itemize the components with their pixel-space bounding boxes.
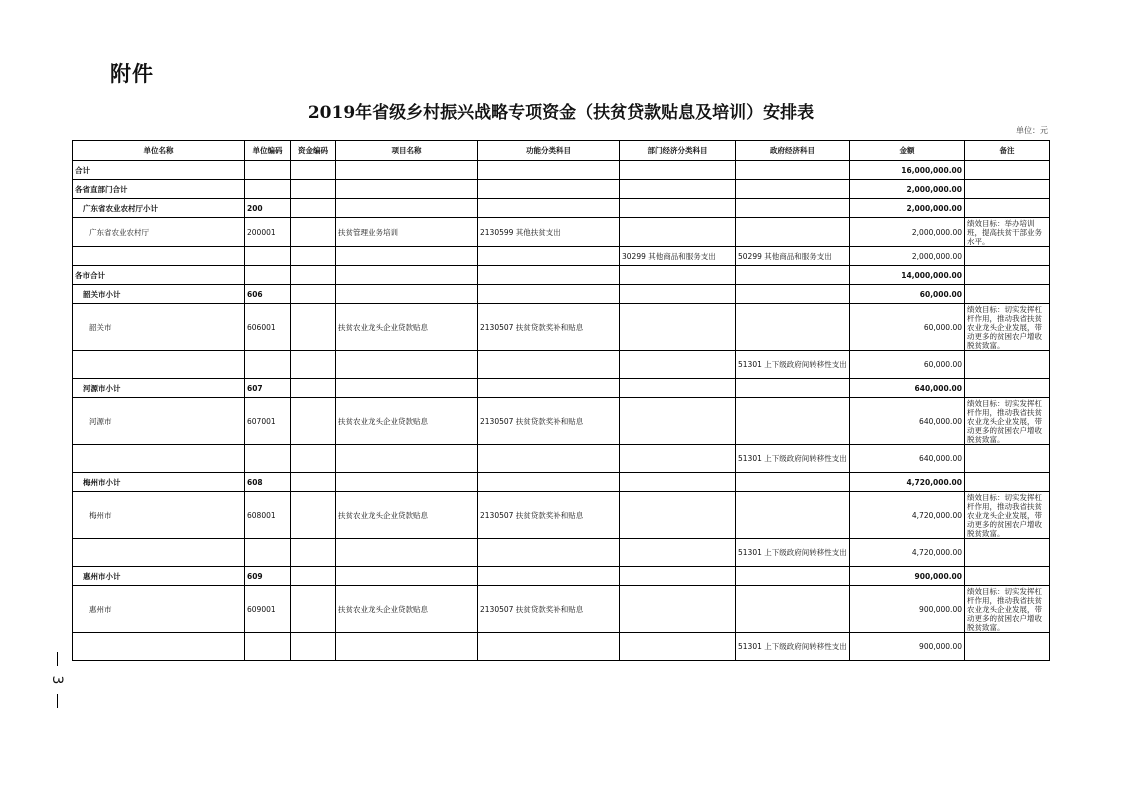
cell-dept bbox=[620, 266, 736, 285]
cell-gov bbox=[736, 199, 850, 218]
cell-gov bbox=[736, 304, 850, 351]
cell-func: 2130507 扶贫贷款奖补和贴息 bbox=[478, 586, 620, 633]
cell-name: 韶关市 bbox=[73, 304, 245, 351]
cell-fund bbox=[291, 473, 336, 492]
cell-name bbox=[73, 445, 245, 473]
cell-fund bbox=[291, 492, 336, 539]
table-row-detail bbox=[73, 445, 1050, 473]
table-row-detail bbox=[73, 351, 1050, 379]
cell-amount: 4,720,000.00 bbox=[850, 539, 965, 567]
cell-amount: 4,720,000.00 bbox=[850, 492, 965, 539]
cell-amount: 60,000.00 bbox=[850, 351, 965, 379]
col-header-project-name: 项目名称 bbox=[336, 141, 478, 161]
cell-fund bbox=[291, 567, 336, 586]
cell-project bbox=[336, 633, 478, 661]
cell-gov bbox=[736, 266, 850, 285]
table-row-unit bbox=[73, 398, 1050, 445]
cell-dept bbox=[620, 218, 736, 247]
cell-note bbox=[965, 633, 1050, 661]
cell-project bbox=[336, 180, 478, 199]
table-row-unit bbox=[73, 586, 1050, 633]
cell-note bbox=[965, 351, 1050, 379]
cell-name: 各省直部门合计 bbox=[73, 180, 245, 199]
cell-amount: 2,000,000.00 bbox=[850, 218, 965, 247]
cell-code bbox=[245, 180, 291, 199]
cell-func bbox=[478, 567, 620, 586]
cell-note bbox=[965, 379, 1050, 398]
cell-project bbox=[336, 473, 478, 492]
cell-gov bbox=[736, 379, 850, 398]
cell-name: 韶关市小计 bbox=[73, 285, 245, 304]
cell-gov bbox=[736, 180, 850, 199]
cell-func: 2130507 扶贫贷款奖补和贴息 bbox=[478, 304, 620, 351]
cell-dept bbox=[620, 304, 736, 351]
cell-name bbox=[73, 539, 245, 567]
cell-fund bbox=[291, 161, 336, 180]
cell-project: 扶贫农业龙头企业贷款贴息 bbox=[336, 304, 478, 351]
table-row-detail bbox=[73, 247, 1050, 266]
cell-amount: 640,000.00 bbox=[850, 379, 965, 398]
cell-note bbox=[965, 180, 1050, 199]
cell-fund bbox=[291, 180, 336, 199]
page-number-dash-top bbox=[57, 652, 58, 666]
cell-amount: 60,000.00 bbox=[850, 285, 965, 304]
cell-gov bbox=[736, 398, 850, 445]
table-row-detail bbox=[73, 539, 1050, 567]
cell-project bbox=[336, 247, 478, 266]
cell-project bbox=[336, 445, 478, 473]
table-row-city-total bbox=[73, 266, 1050, 285]
cell-note bbox=[965, 266, 1050, 285]
cell-code: 607 bbox=[245, 379, 291, 398]
table-row-detail bbox=[73, 633, 1050, 661]
cell-note bbox=[965, 161, 1050, 180]
cell-func: 2130507 扶贫贷款奖补和贴息 bbox=[478, 492, 620, 539]
cell-gov bbox=[736, 285, 850, 304]
col-header-unit-code: 单位编码 bbox=[245, 141, 291, 161]
cell-dept bbox=[620, 445, 736, 473]
cell-gov bbox=[736, 567, 850, 586]
cell-name: 惠州市小计 bbox=[73, 567, 245, 586]
cell-amount: 900,000.00 bbox=[850, 633, 965, 661]
cell-project bbox=[336, 539, 478, 567]
table-row-unit bbox=[73, 304, 1050, 351]
cell-amount: 900,000.00 bbox=[850, 586, 965, 633]
cell-code: 606 bbox=[245, 285, 291, 304]
cell-fund bbox=[291, 247, 336, 266]
cell-func bbox=[478, 539, 620, 567]
cell-func bbox=[478, 199, 620, 218]
cell-fund bbox=[291, 285, 336, 304]
page-title: 2019年省级乡村振兴战略专项资金（扶贫贷款贴息及培训）安排表 bbox=[307, 103, 815, 123]
cell-code: 609 bbox=[245, 567, 291, 586]
cell-code bbox=[245, 351, 291, 379]
col-header-amount: 金额 bbox=[850, 141, 965, 161]
cell-code bbox=[245, 633, 291, 661]
cell-fund bbox=[291, 379, 336, 398]
cell-dept bbox=[620, 379, 736, 398]
cell-note bbox=[965, 445, 1050, 473]
table-row-total bbox=[73, 161, 1050, 180]
cell-func bbox=[478, 285, 620, 304]
cell-fund bbox=[291, 633, 336, 661]
col-header-unit-name: 单位名称 bbox=[73, 141, 245, 161]
cell-amount: 2,000,000.00 bbox=[850, 180, 965, 199]
table-row-subtotal bbox=[73, 285, 1050, 304]
cell-project: 扶贫农业龙头企业贷款贴息 bbox=[336, 492, 478, 539]
cell-code: 608001 bbox=[245, 492, 291, 539]
table-row-subtotal bbox=[73, 473, 1050, 492]
cell-name: 广东省农业农村厅 bbox=[73, 218, 245, 247]
cell-dept bbox=[620, 351, 736, 379]
cell-func bbox=[478, 473, 620, 492]
cell-dept bbox=[620, 586, 736, 633]
cell-project: 扶贫管理业务培训 bbox=[336, 218, 478, 247]
page-number-dash-bottom bbox=[57, 694, 58, 708]
cell-fund bbox=[291, 445, 336, 473]
col-header-gov-economic-category: 政府经济科目 bbox=[736, 141, 850, 161]
table-header-row bbox=[73, 141, 1050, 161]
cell-fund bbox=[291, 351, 336, 379]
allocation-table bbox=[72, 140, 1050, 661]
cell-dept bbox=[620, 473, 736, 492]
cell-project bbox=[336, 567, 478, 586]
cell-gov bbox=[736, 218, 850, 247]
cell-amount: 16,000,000.00 bbox=[850, 161, 965, 180]
cell-code: 609001 bbox=[245, 586, 291, 633]
cell-func bbox=[478, 266, 620, 285]
cell-code bbox=[245, 266, 291, 285]
cell-project bbox=[336, 266, 478, 285]
cell-name: 梅州市小计 bbox=[73, 473, 245, 492]
cell-amount: 640,000.00 bbox=[850, 445, 965, 473]
cell-fund bbox=[291, 539, 336, 567]
cell-code bbox=[245, 539, 291, 567]
cell-name: 各市合计 bbox=[73, 266, 245, 285]
cell-gov: 51301 上下级政府间转移性支出 bbox=[736, 445, 850, 473]
cell-fund bbox=[291, 266, 336, 285]
cell-code bbox=[245, 445, 291, 473]
cell-project: 扶贫农业龙头企业贷款贴息 bbox=[336, 398, 478, 445]
col-header-function-category: 功能分类科目 bbox=[478, 141, 620, 161]
cell-gov bbox=[736, 492, 850, 539]
cell-dept bbox=[620, 539, 736, 567]
cell-func: 2130507 扶贫贷款奖补和贴息 bbox=[478, 398, 620, 445]
cell-name: 惠州市 bbox=[73, 586, 245, 633]
col-header-fund-code: 资金编码 bbox=[291, 141, 336, 161]
cell-name: 梅州市 bbox=[73, 492, 245, 539]
cell-gov: 51301 上下级政府间转移性支出 bbox=[736, 539, 850, 567]
cell-func bbox=[478, 351, 620, 379]
cell-name: 合计 bbox=[73, 161, 245, 180]
table-row-subtotal bbox=[73, 379, 1050, 398]
cell-dept bbox=[620, 161, 736, 180]
cell-amount: 60,000.00 bbox=[850, 304, 965, 351]
cell-gov bbox=[736, 586, 850, 633]
cell-project bbox=[336, 285, 478, 304]
cell-note bbox=[965, 473, 1050, 492]
cell-project: 扶贫农业龙头企业贷款贴息 bbox=[336, 586, 478, 633]
cell-note: 绩效目标：举办培训班，提高扶贫干部业务水平。 bbox=[965, 218, 1050, 247]
cell-fund bbox=[291, 586, 336, 633]
cell-amount: 2,000,000.00 bbox=[850, 247, 965, 266]
table-row-unit bbox=[73, 218, 1050, 247]
cell-amount: 640,000.00 bbox=[850, 398, 965, 445]
cell-note bbox=[965, 199, 1050, 218]
cell-note: 绩效目标：切实发挥杠杆作用，推动我省扶贫农业龙头企业发展，带动更多的贫困农户增收脱贫致富。 bbox=[965, 586, 1050, 633]
cell-note bbox=[965, 567, 1050, 586]
page-number-digit: 3 bbox=[49, 675, 65, 685]
cell-amount: 900,000.00 bbox=[850, 567, 965, 586]
cell-note: 绩效目标：切实发挥杠杆作用，推动我省扶贫农业龙头企业发展，带动更多的贫困农户增收脱贫致富。 bbox=[965, 304, 1050, 351]
table-row-subtotal bbox=[73, 567, 1050, 586]
cell-code: 607001 bbox=[245, 398, 291, 445]
cell-note bbox=[965, 285, 1050, 304]
cell-note bbox=[965, 539, 1050, 567]
cell-gov: 51301 上下级政府间转移性支出 bbox=[736, 633, 850, 661]
cell-note bbox=[965, 247, 1050, 266]
cell-dept bbox=[620, 492, 736, 539]
col-header-dept-economic-category: 部门经济分类科目 bbox=[620, 141, 736, 161]
cell-fund bbox=[291, 398, 336, 445]
cell-func bbox=[478, 633, 620, 661]
cell-project bbox=[336, 351, 478, 379]
cell-code: 606001 bbox=[245, 304, 291, 351]
cell-code: 200 bbox=[245, 199, 291, 218]
cell-fund bbox=[291, 218, 336, 247]
cell-dept bbox=[620, 180, 736, 199]
cell-dept bbox=[620, 199, 736, 218]
cell-name: 河源市 bbox=[73, 398, 245, 445]
cell-func bbox=[478, 445, 620, 473]
cell-dept bbox=[620, 633, 736, 661]
cell-name bbox=[73, 633, 245, 661]
cell-note: 绩效目标：切实发挥杠杆作用，推动我省扶贫农业龙头企业发展，带动更多的贫困农户增收脱贫致富。 bbox=[965, 398, 1050, 445]
unit-label: 单位：元 bbox=[1016, 126, 1048, 135]
cell-code: 608 bbox=[245, 473, 291, 492]
cell-dept bbox=[620, 398, 736, 445]
cell-func bbox=[478, 247, 620, 266]
cell-project bbox=[336, 379, 478, 398]
cell-dept bbox=[620, 285, 736, 304]
cell-func: 2130599 其他扶贫支出 bbox=[478, 218, 620, 247]
cell-amount: 14,000,000.00 bbox=[850, 266, 965, 285]
cell-name bbox=[73, 351, 245, 379]
cell-note: 绩效目标：切实发挥杠杆作用，推动我省扶贫农业龙头企业发展，带动更多的贫困农户增收脱贫致富。 bbox=[965, 492, 1050, 539]
cell-gov bbox=[736, 473, 850, 492]
cell-func bbox=[478, 161, 620, 180]
cell-func bbox=[478, 180, 620, 199]
table-row-subtotal bbox=[73, 199, 1050, 218]
cell-func bbox=[478, 379, 620, 398]
cell-gov: 50299 其他商品和服务支出 bbox=[736, 247, 850, 266]
cell-amount: 4,720,000.00 bbox=[850, 473, 965, 492]
cell-project bbox=[336, 199, 478, 218]
attachment-label: 附件 bbox=[110, 62, 154, 86]
cell-code bbox=[245, 247, 291, 266]
cell-project bbox=[336, 161, 478, 180]
cell-name bbox=[73, 247, 245, 266]
cell-code: 200001 bbox=[245, 218, 291, 247]
cell-name: 广东省农业农村厅小计 bbox=[73, 199, 245, 218]
cell-gov: 51301 上下级政府间转移性支出 bbox=[736, 351, 850, 379]
table-row-unit bbox=[73, 492, 1050, 539]
cell-amount: 2,000,000.00 bbox=[850, 199, 965, 218]
cell-code bbox=[245, 161, 291, 180]
cell-dept bbox=[620, 567, 736, 586]
table-row-provincial-total bbox=[73, 180, 1050, 199]
cell-name: 河源市小计 bbox=[73, 379, 245, 398]
page-number bbox=[47, 652, 67, 708]
cell-fund bbox=[291, 199, 336, 218]
col-header-remarks: 备注 bbox=[965, 141, 1050, 161]
cell-dept: 30299 其他商品和服务支出 bbox=[620, 247, 736, 266]
cell-gov bbox=[736, 161, 850, 180]
cell-fund bbox=[291, 304, 336, 351]
